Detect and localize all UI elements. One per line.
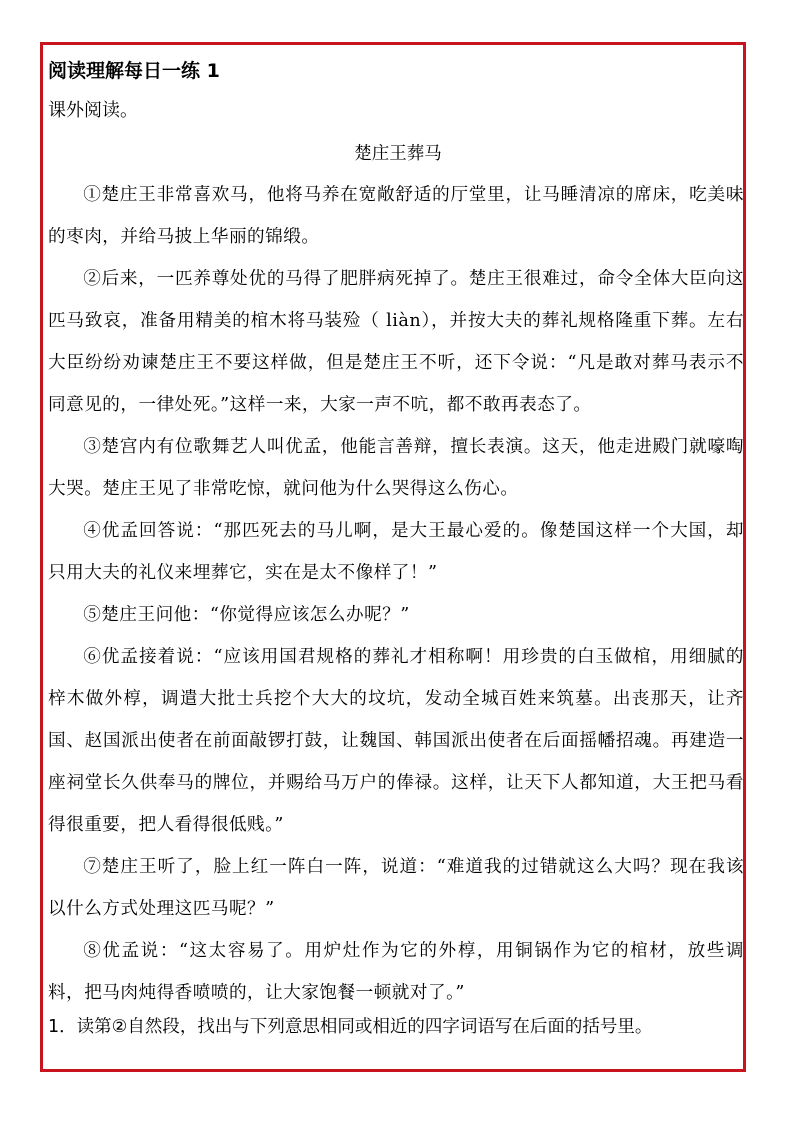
paragraph-6: ⑥优孟接着说：“应该用国君规格的葬礼才相称啊！用珍贵的白玉做棺，用细腻的梓木做外椁，调遣大批士兵挖个大大的坟坑，发动全城百姓来筑墓。出丧那天，让齐国、赵国派出使者在前面敲锣打鼓，让魏国、韩国派出使者在后面摇幡招魂。再建造一座祠堂长久供奉马的牌位，并赐给马万户的俸禄。这样，让天下人都知道，大王把马看得很重要，把人看得很低贱。”: [48, 647, 744, 835]
paragraph-5: ⑤楚庄王问他：“你觉得应该怎么办呢？”: [83, 605, 410, 625]
paragraph-2: ②后来，一匹养尊处优的马得了肥胖病死掉了。楚庄王很难过，命令全体大臣向这匹马致哀，准备用精美的棺木将马装殓（ liàn），并按大夫的葬礼规格隆重下葬。左右大臣纷纷劝谏楚庄王不要这样做，但是楚庄王不听，还下令说：“凡是敢对葬马表示不同意见的，一律处死。”这样一来，大家一声不吭，都不敢再表态了。: [48, 269, 744, 415]
question-1: 1．读第②自然段，找出与下列意思相同或相近的四字词语写在后面的括号里。: [48, 1017, 653, 1037]
paragraph-3: ③楚宫内有位歌舞艺人叫优孟，他能言善辩，擅长表演。这天，他走进殿门就嚎啕大哭。楚庄王见了非常吃惊，就问他为什么哭得这么伤心。: [48, 437, 744, 499]
article-title: 楚庄王葬马: [354, 144, 442, 164]
paragraph-8: ⑧优孟说：“这太容易了。用炉灶作为它的外椁，用铜锅作为它的棺材，放些调料，把马肉炖得香喷喷的，让大家饱餐一顿就对了。”: [48, 941, 744, 1003]
paragraph-4: ④优孟回答说：“那匹死去的马儿啊，是大王最心爱的。像楚国这样一个大国，却只用大夫的礼仪来埋葬它，实在是太不像样了！”: [48, 521, 744, 583]
paragraph-7: ⑦楚庄王听了，脸上红一阵白一阵，说道：“难道我的过错就这么大吗？现在我该以什么方式处理这匹马呢？”: [48, 857, 744, 919]
paragraph-1: ①楚庄王非常喜欢马，他将马养在宽敞舒适的厅堂里，让马睡清凉的席床，吃美味的枣肉，并给马披上华丽的锦缎。: [48, 185, 744, 247]
section-intro: 课外阅读。: [48, 100, 138, 121]
article-body: [48, 174, 744, 1014]
page-title: 阅读理解每日一练 1: [48, 60, 220, 82]
